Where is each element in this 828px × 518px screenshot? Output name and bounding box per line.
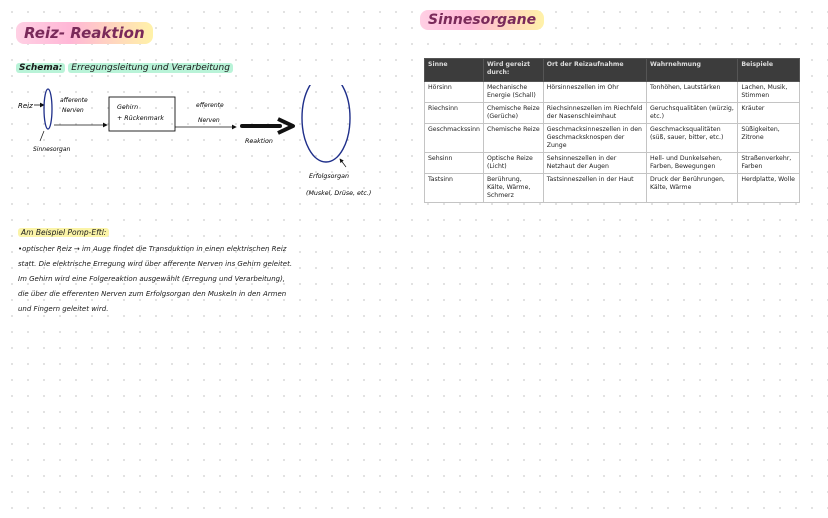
table-row [425, 103, 800, 124]
table-row [425, 153, 800, 174]
title-left-text: Reiz- Reaktion [16, 22, 153, 44]
gehirn-box [109, 97, 175, 131]
table-header-row [425, 59, 800, 82]
table-cell: Tastsinneszellen in der Haut [543, 174, 646, 203]
erfolgsorgan-shape [302, 85, 350, 162]
header-ort: Ort der Reizaufnahme [543, 59, 646, 82]
table-cell: Tastsinn [425, 174, 484, 203]
sinnesorgane-table [424, 58, 800, 203]
table-row [425, 82, 800, 103]
sinnesorgan-label: Sinnesorgan [33, 146, 71, 153]
erfolgsorgan-label-1: Erfolgsorgan [309, 173, 349, 180]
table-cell: Kräuter [738, 103, 800, 124]
table-row [425, 124, 800, 153]
table-cell: Sehsinn [425, 153, 484, 174]
table-cell: Hörsinneszellen im Ohr [543, 82, 646, 103]
table-cell: Tonhöhen, Lautstärken [646, 82, 737, 103]
table-row [425, 174, 800, 203]
table-cell: Herdplatte, Wolle [738, 174, 800, 203]
table-cell: Geschmackssinn [425, 124, 484, 153]
table-cell: Sehsinneszellen in der Netzhaut der Augen [543, 153, 646, 174]
gehirn-label-1: Gehirn [117, 104, 139, 111]
header-wahrnehmung: Wahrnehmung [646, 59, 737, 82]
table-cell: Geschmacksqualitäten (süß, sauer, bitter, etc.) [646, 124, 737, 153]
erfolgsorgan-label-2: (Muskel, Drüse, etc.) [306, 190, 372, 197]
table-cell: Druck der Berührungen, Kälte, Wärme [646, 174, 737, 203]
table-cell: Berührung, Kälte, Wärme, Schmerz [483, 174, 543, 203]
erfolgsorgan-pointer [340, 159, 346, 167]
example-heading-text: Am Beispiel Pomp-Eftl: [18, 228, 109, 237]
efferente-label-2: Nerven [198, 117, 220, 124]
header-beispiele: Beispiele [738, 59, 800, 82]
table-cell: Riechsinneszellen im Riechfeld der Nasenschleimhaut [543, 103, 646, 124]
header-gereizt: Wird gereizt durch: [483, 59, 543, 82]
reaktion-label: Reaktion [245, 138, 273, 145]
title-right-text: Sinnesorgane [420, 10, 544, 30]
table-cell: Hell- und Dunkelsehen, Farben, Bewegungen [646, 153, 737, 174]
table-cell: Chemische Reize [483, 124, 543, 153]
reiz-label: Reiz [18, 102, 33, 110]
afferente-label-2: Nerven [62, 107, 84, 114]
sinnesorgan-shape [44, 89, 52, 129]
table-cell: Geschmacksinneszellen in den Geschmacksknospen der Zunge [543, 124, 646, 153]
schema-row [16, 63, 233, 73]
gehirn-label-2: + Rückenmark [117, 115, 164, 122]
afferente-label-1: afferente [60, 97, 88, 104]
sinnesorgan-pointer [40, 131, 44, 141]
example-text [18, 242, 413, 317]
table-cell: Hörsinn [425, 82, 484, 103]
table-cell: Optische Reize (Licht) [483, 153, 543, 174]
example-heading [18, 228, 109, 237]
table-cell: Mechanische Energie (Schall) [483, 82, 543, 103]
reiz-reaktion-diagram [0, 85, 410, 215]
example-line: statt. Die elektrische Erregung wird über afferente Nerven ins Gehirn geleitet. [18, 260, 293, 268]
table-cell: Lachen, Musik, Stimmen [738, 82, 800, 103]
page-title-left [16, 24, 153, 42]
table-cell: Riechsinn [425, 103, 484, 124]
table-cell: Geruchsqualitäten (würzig, etc.) [646, 103, 737, 124]
page-title-right [420, 12, 544, 28]
example-line: •optischer Reiz → im Auge findet die Transduktion in einen elektrischen Reiz [18, 245, 287, 253]
header-sinne: Sinne [425, 59, 484, 82]
table-cell: Süßigkeiten, Zitrone [738, 124, 800, 153]
efferente-label-1: efferente [196, 102, 224, 109]
example-line: die über die efferenten Nerven zum Erfolgsorgan den Muskeln in den Armen [18, 290, 287, 298]
schema-text: Erregungsleitung und Verarbeitung [68, 63, 233, 73]
example-line: Im Gehirn wird eine Folgereaktion ausgewählt (Erregung und Verarbeitung), [18, 275, 286, 283]
schema-label: Schema: [16, 63, 65, 73]
table-cell: Straßenverkehr, Farben [738, 153, 800, 174]
table-cell: Chemische Reize (Gerüche) [483, 103, 543, 124]
example-line: und Fingern geleitet wird. [18, 305, 109, 313]
